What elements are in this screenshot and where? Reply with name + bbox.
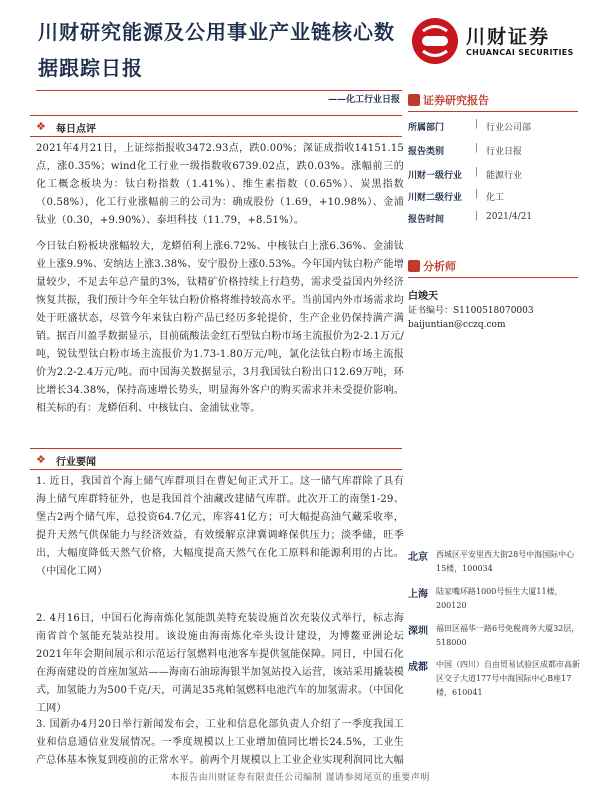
section-daily-comment: [30, 115, 402, 137]
info-value: 行业公司部: [486, 123, 532, 133]
analyst-label: 分析师: [423, 260, 456, 273]
info-row-category: [408, 140, 583, 160]
report-title: 川财研究能源及公用事业产业链核心数据跟踪日报: [38, 20, 395, 80]
office-address: 陆家嘴环路1000号恒生大厦11楼，200120: [436, 587, 563, 610]
office-shanghai: [408, 585, 583, 619]
office-city: 深圳: [408, 626, 428, 637]
news-item-3: 3. 国新办4月20日举行新闻发布会，工业和信息化部负责人介绍了一季度我国工业和信息通信业发展情况。一季度规模以上工业增加值同比增长24.5%，工业生产总体基本恢复到疫前的正常水平。前两个月规模以上工业企业实现利润同比大幅: [36, 719, 404, 766]
analyst-icon: [408, 260, 420, 272]
news-item-1: 1. 近日，我国首个海上储气库群项目在曹妃甸正式开工。这一储气库群除了具有海上储气库群特征外，也是我国首个油藏改建储气库群。此次开工的南堡1-29、堡古2两个储气库，总投资64.7亿元，库容41亿方；可大幅提高油气藏采收率，提升天然气供保能力与经济效益，有效缓解京津冀调峰保供压力；淡季储，旺季出，大幅度降低天然气价格，大幅度提高天然气在化工原料和能源利用的占比。（中国化工网）: [36, 476, 404, 577]
office-address: 中国（四川）自由贸易试验区成都市高新区交子大道177号中海国际中心B座17楼，610041: [436, 660, 580, 697]
section-industry-news: [30, 448, 402, 470]
page-footer: 本报告由川财证券有限责任公司编制 谨请参阅尾页的重要声明: [170, 773, 430, 783]
info-label: 川财一级行业: [408, 171, 463, 181]
diamond-icon: ❖: [36, 120, 46, 133]
analyst-cert: 证书编号：S1100518070003: [408, 306, 534, 316]
securities-report-label: 证券研究报告: [423, 94, 489, 107]
analyst-email[interactable]: baijuntian@cczq.com: [408, 320, 506, 330]
daily-paragraph-2: 今日钛白粉板块涨幅较大，龙蟒佰利上涨6.72%、中核钛白上涨6.36%、金浦钛业上涨9.9%、安纳达上涨3.38%、安宁股份上涨0.53%。今年国内钛白粉产能增量较少，不足去年总产量的3%，钛精矿价格持续上行趋势，需求受益国内外经济恢复共振，我们预计今年全年钛白粉价格将维持较高水平。当前国内外市场需求均处于旺盛状态，尽管今年来钛白粉产品已经历多轮提价，生产企业仍保持满产满销。据百川盈孚数据显示，目前硫酸法金红石型钛白粉市场主流报价为2-2.1万元/吨，锐钛型钛白粉市场主流报价为1.73-1.80万元/吨，氯化法钛白粉市场主流报价为2.2-2.4万元/吨。而中国海关数据显示，3月我国钛白粉出口12.69万吨，环比增长34.38%，保持高速增长势头，明显海外客户的购买需求并未受提价影响。相关标的有：龙蟒佰利、中核钛白、金浦钛业等。: [36, 241, 404, 414]
company-logo: [412, 18, 582, 64]
info-value: 行业日报: [486, 147, 523, 157]
analyst-name: 白竣天: [408, 291, 438, 302]
office-city: 成都: [408, 662, 428, 673]
office-city: 北京: [408, 552, 428, 563]
report-type: ——化工行业日报: [327, 95, 400, 105]
section-title: 行业要闻: [56, 457, 96, 468]
header-divider: [36, 90, 402, 91]
info-separator: |: [475, 189, 479, 199]
info-separator: |: [475, 211, 479, 221]
info-row-date: [408, 208, 583, 228]
office-city: 上海: [408, 589, 428, 600]
info-label: 所属部门: [408, 123, 445, 133]
info-separator: |: [475, 119, 479, 129]
info-label: 报告类别: [408, 147, 445, 157]
news-item-2: 2. 4月16日，中国石化海南炼化氢能凯美特充装设施首次充装仪式举行，标志海南省首个氢能充装站投用。该设施由海南炼化牵头设计建设，为博鳌亚洲论坛2021年年会期间展示和示范运行氢燃料电池客车提供氢能保障。同日，中国石化在海南建设的首座加氢站——海南石油琼海银半加氢站投入运营，该站采用撬装模式，加氢能力为500千克/天，可满足35兆帕氢燃料电池汽车的加氢需求。（中国化工网）: [36, 613, 404, 714]
office-shenzhen: [408, 622, 583, 656]
analyst-info: [408, 290, 534, 332]
analyst-head: [408, 258, 578, 278]
diamond-icon: ❖: [36, 453, 46, 466]
logo-english-name: CHUANCAI SECURITIES: [466, 48, 574, 57]
office-address: 福田区福华一路6号免税商务大厦32层，518000: [436, 624, 580, 647]
info-separator: |: [475, 143, 479, 153]
office-address: 西城区平安里西大街28号中海国际中心15楼，100034: [436, 550, 575, 573]
logo-emblem-icon: [412, 18, 458, 64]
report-icon: [408, 94, 420, 106]
info-value: 能源行业: [486, 171, 523, 181]
office-beijing: [408, 548, 583, 582]
securities-report-head: [408, 92, 578, 112]
info-value: 化工: [486, 193, 505, 203]
info-label: 报告时间: [408, 215, 445, 225]
info-row-industry-2: [408, 186, 583, 206]
info-row-industry-1: [408, 164, 583, 184]
office-chengdu: [408, 658, 583, 720]
info-separator: |: [475, 167, 479, 177]
info-label: 川财二级行业: [408, 193, 463, 203]
info-value: 2021/4/21: [486, 212, 533, 222]
info-row-department: [408, 116, 583, 136]
logo-name: 川财证券: [466, 26, 551, 48]
section-title: 每日点评: [56, 124, 96, 135]
daily-paragraph-1: 2021年4月21日，上证综指报收3472.93点，跌0.00%；深证成指收14151.15点，涨0.35%；wind化工行业一级指数收6739.02点，跌0.03%。涨幅前三的化工概念板块为：钛白粉指数（1.41%）、维生素指数（0.65%）、炭黑指数（0.58%），化工行业涨幅前三的公司为：确成股份（1.69，+10.98%）、金浦钛业（0.30，+9.90%）、泰坦科技（11.79，+8.51%）。: [36, 143, 404, 226]
